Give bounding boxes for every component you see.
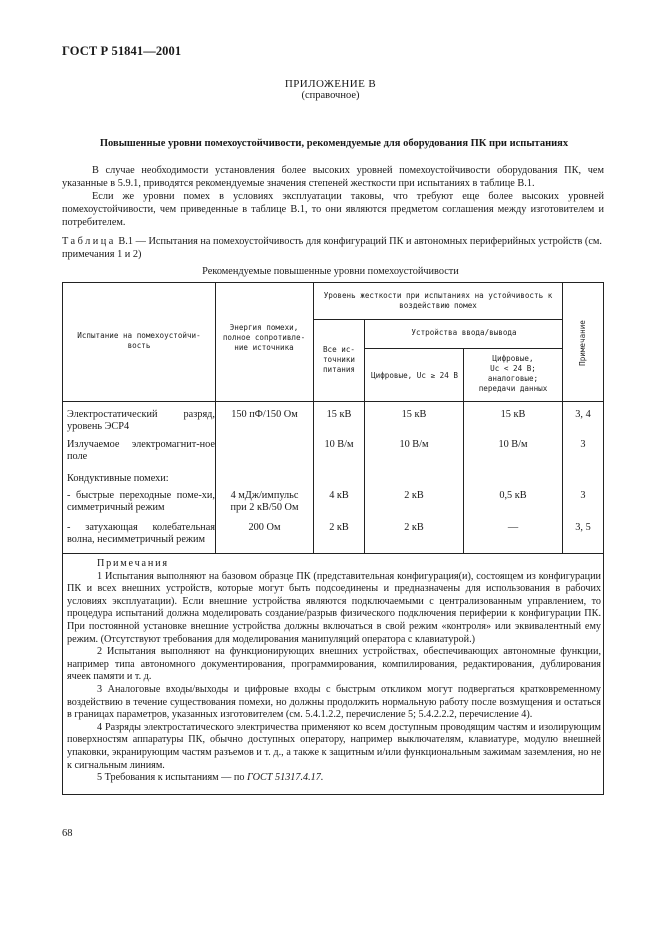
header-note: Примечание [578,320,587,366]
row-energy [216,490,313,514]
row-note: 3, 4 [575,409,591,420]
document-header: ГОСТ Р 51841—2001 [62,44,182,58]
note-5-text: 5 Требования к испытаниям — по [97,772,247,784]
table-caption [62,235,604,261]
row-digital-ge24: 15 кВ [401,409,427,420]
note-item [67,772,601,785]
notes-title: Примечания [97,558,169,569]
page-number: 68 [62,828,73,839]
header-digital-lt24-line: аналоговые; [487,374,539,383]
table-title: Рекомендуемые повышенные уровни помехоустойчивости [202,266,459,277]
paragraph: Если же уровни помех в условиях эксплуатации таковы, что требуют еще более высоких уровней помехоустойчивости, чем приведенные в таблице В.1, то они являются предметом соглашения между изготовителем и потребителем. [62,191,604,228]
row-digital-lt24: 0,5 кВ [499,490,527,501]
row-note: 3, 5 [575,522,591,533]
row-energy: 200 Ом [248,522,281,533]
note-item: 2 Испытания выполняют на функционирующих внешних устройствах, обеспечивающих автономные функции, например типа автономного документирования, программирования, компилирования, редактирования, дублирования ячеек памяти и т. д. [67,646,601,683]
row-name: Кондуктивные помехи: [67,473,169,484]
row-all-sources: 2 кВ [329,522,349,533]
row-all-sources: 4 кВ [329,490,349,501]
header-digital-lt24-line: Uc < 24 В; [490,364,536,373]
note-item: 4 Разряды электростатического электричества применяют ко всем доступным проводящим частям и изолирующим поверхностям аппаратуры ПК, обычно доступных оператору, например выключателям, клавиатуре, модулю внешней упаковки, экранирующим частям разъемов и т. д., а также к защитным и/или функциональным зажимам заземления, но не к сигнальным линиям. [67,721,601,771]
header-severity: Уровень жесткости при испытаниях на устойчивость к воздействию помех [323,291,553,310]
row-all-sources: 10 В/м [324,439,354,450]
header-energy: Энергия помехи, полное сопротивле-ние источника [222,323,306,352]
section-heading: Повышенные уровни помехоустойчивости, рекомендуемые для оборудования ПК при испытаниях [99,138,569,149]
row-digital-lt24: 10 В/м [498,439,528,450]
header-digital-lt24-line: передачи данных [478,384,548,393]
paragraph: В случае необходимости установления более высоких уровней помехоустойчивости оборудования ПК, чем указанные в 5.9.1, приводятся рекомендуемые значения степеней жесткости при испытаниях в таблице В.1. [62,165,604,189]
table-line [364,319,365,553]
row-note: 3 [580,439,586,450]
table-notes-divider [63,553,603,554]
row-digital-lt24: 15 кВ [500,409,526,420]
row-energy-line: при 2 кВ/50 Ом [230,502,299,513]
appendix-title: ПРИЛОЖЕНИЕ В [284,78,377,90]
note-item: 3 Аналоговые входы/выходы и цифровые входы с быстрым откликом могут подвергаться кратковременному воздействию в течение существования помехи, но должны продолжить нормальную работу после возмущения и остаться в границах параметров, указанных изготовителем (см. 5.4.1.2.2, перечисление 5; 5.4.2.2.2, перечисление 4). [67,683,601,721]
row-name: - затухающая колебательная волна, несимметричный режим [67,522,215,545]
row-name: Излучаемое электромагнит-ное поле [67,439,215,462]
row-energy: 150 пФ/150 Ом [231,409,298,420]
header-all-sources: Все ис-точники питания [322,345,355,374]
header-digital-lt24 [466,354,560,394]
table-caption-label: Таблица [62,236,116,247]
header-digital-ge24: Цифровые, Uc ≥ 24 В [371,371,458,380]
note-5-reference: ГОСТ 51317.4.17. [246,772,324,784]
row-digital-ge24: 10 В/м [399,439,429,450]
intro-text [62,164,604,229]
row-name: Электростатический разряд, уровень ЭСР4 [67,409,215,432]
table-line [313,319,562,320]
row-energy-line: 4 мДж/импульс [230,490,299,501]
header-digital-lt24-line: Цифровые, [492,354,534,363]
row-digital-ge24: 2 кВ [404,522,424,533]
row-digital-lt24: — [507,522,519,533]
table-notes [67,558,601,785]
table-caption-text: В.1 — Испытания на помехоустойчивость для конфигураций ПК и автономных периферийных устройств (см. примечания 1 и 2) [62,236,602,260]
table-header-divider [63,401,603,402]
appendix-subtitle: (справочное) [301,90,360,101]
row-name: - быстрые переходные поме-хи, симметричный режим [67,490,215,513]
header-test: Испытание на помехоустойчи-вость [77,331,201,350]
row-digital-ge24: 2 кВ [404,490,424,501]
header-io-devices: Устройства ввода/вывода [411,328,517,337]
table-b1 [62,282,604,795]
row-all-sources: 15 кВ [326,409,352,420]
note-item: 1 Испытания выполняют на базовом образце ПК (представительная конфигурация(и), состоящем из конфигурации ПК и всех внешних устройств, которые могут быть подсоединены и предназначены для использования в рабочих условиях эксплуатации). Если внешние устройства являются подключаемыми с централизованным управлением, то процедура испытаний должна моделировать создание/разрыв физического подключения периферии к конфигурации ПК. При постоянной установке внешние устройства должны включаться в свой режим «контроля» или эквивалентный ему режим. (Отсутствуют требования для моделирования манипуляций оператора с клавиатурой.) [67,570,601,645]
row-note: 3 [580,490,586,501]
